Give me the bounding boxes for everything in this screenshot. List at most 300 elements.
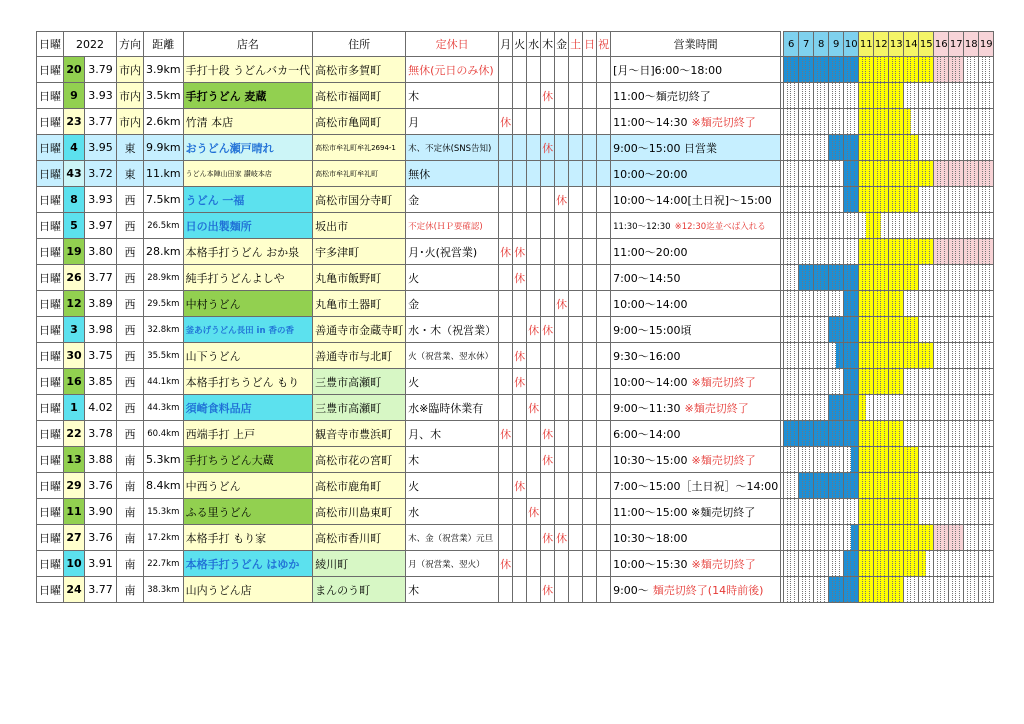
hours-cell xyxy=(611,187,781,213)
direction-cell: 西 xyxy=(117,213,144,239)
time-quarter xyxy=(810,213,814,238)
hour-slot xyxy=(829,577,844,603)
time-quarter xyxy=(960,213,964,238)
time-quarter xyxy=(885,395,889,420)
score-cell: 3.97 xyxy=(85,213,117,239)
time-quarter xyxy=(840,447,844,472)
time-quarter xyxy=(915,109,919,134)
hours-text: 9:00～11:30 xyxy=(613,401,681,415)
hour-slot xyxy=(814,187,829,213)
weekday-wed-cell xyxy=(527,421,541,447)
weekday-sun-cell xyxy=(583,447,597,473)
hour-slot xyxy=(889,499,904,525)
score-cell: 3.85 xyxy=(85,369,117,395)
time-quarter xyxy=(990,447,994,472)
weekday-thu-cell xyxy=(541,343,555,369)
header-shop: 店名 xyxy=(183,32,313,57)
weekday-mon-cell xyxy=(499,369,513,395)
time-quarter xyxy=(885,577,889,602)
hour-slot xyxy=(964,161,979,187)
time-quarter xyxy=(975,83,979,108)
hour-slot xyxy=(919,83,934,109)
holiday-cell: 火 xyxy=(406,473,499,499)
time-quarter xyxy=(945,551,949,576)
hour-slot xyxy=(889,187,904,213)
time-quarter xyxy=(840,265,844,290)
hour-slot xyxy=(784,421,799,447)
score-cell: 3.95 xyxy=(85,135,117,161)
time-quarter xyxy=(885,317,889,342)
closed-mark: 休 xyxy=(528,323,540,337)
day-cell: 日曜 xyxy=(37,213,64,239)
shop-name: 日の出製麺所 xyxy=(183,213,313,239)
time-quarter xyxy=(960,161,964,186)
rank-cell: 12 xyxy=(64,291,85,317)
table-row xyxy=(37,239,994,265)
hours-cell xyxy=(611,265,781,291)
hour-slot xyxy=(934,447,949,473)
time-quarter xyxy=(930,499,934,524)
shop-address: 高松市川島東町 xyxy=(313,499,406,525)
weekday-thu-cell xyxy=(541,187,555,213)
table-row xyxy=(37,109,994,135)
hour-8: 8 xyxy=(814,32,829,57)
direction-cell: 市内 xyxy=(117,83,144,109)
weekday-mon-cell xyxy=(499,83,513,109)
table-row xyxy=(37,577,994,603)
hour-slot xyxy=(829,213,844,239)
time-quarter xyxy=(960,395,964,420)
hour-11: 11 xyxy=(859,32,874,57)
hour-slot xyxy=(874,421,889,447)
score-cell: 3.93 xyxy=(85,187,117,213)
hour-10: 10 xyxy=(844,32,859,57)
hour-slot xyxy=(784,577,799,603)
time-quarter xyxy=(900,291,904,316)
hour-slot xyxy=(979,291,994,317)
hour-slot xyxy=(859,317,874,343)
hour-slot xyxy=(859,135,874,161)
header-weekday-sun: 日 xyxy=(583,32,597,57)
weekday-sun-cell xyxy=(583,525,597,551)
weekday-sat-cell xyxy=(569,369,583,395)
table-row xyxy=(37,525,994,551)
weekday-fri-cell xyxy=(555,499,569,525)
hour-slot xyxy=(889,577,904,603)
time-quarter xyxy=(885,343,889,368)
day-cell: 日曜 xyxy=(37,525,64,551)
hour-slot xyxy=(829,525,844,551)
hour-slot xyxy=(874,395,889,421)
weekday-tue-cell xyxy=(513,421,527,447)
weekday-fri-cell xyxy=(555,343,569,369)
hour-slot xyxy=(949,109,964,135)
hours-text: 10:00～15:30 xyxy=(613,557,688,571)
hour-slot xyxy=(814,447,829,473)
time-quarter xyxy=(990,499,994,524)
shop-address: 丸亀市土器町 xyxy=(313,291,406,317)
hour-slot xyxy=(829,421,844,447)
weekday-sun-cell xyxy=(583,473,597,499)
hour-slot xyxy=(859,239,874,265)
hour-slot xyxy=(844,343,859,369)
time-quarter xyxy=(930,239,934,264)
time-quarter xyxy=(885,161,889,186)
time-quarter xyxy=(810,525,814,550)
time-quarter xyxy=(990,57,994,82)
time-quarter xyxy=(840,317,844,342)
hour-slot xyxy=(859,525,874,551)
distance-cell: 38.3km xyxy=(144,577,184,603)
weekday-fri-cell xyxy=(555,551,569,577)
weekday-fri-cell xyxy=(555,239,569,265)
day-cell: 日曜 xyxy=(37,395,64,421)
distance-cell: 60.4km xyxy=(144,421,184,447)
time-quarter xyxy=(960,265,964,290)
hour-slot xyxy=(979,161,994,187)
weekday-sun-cell xyxy=(583,395,597,421)
score-cell: 3.77 xyxy=(85,109,117,135)
hour-slot xyxy=(844,577,859,603)
time-quarter xyxy=(810,551,814,576)
hour-slot xyxy=(979,577,994,603)
rank-cell: 4 xyxy=(64,135,85,161)
hour-slot xyxy=(979,499,994,525)
hour-slot xyxy=(904,265,919,291)
time-quarter xyxy=(885,291,889,316)
time-quarter xyxy=(945,473,949,498)
distance-cell: 29.5km xyxy=(144,291,184,317)
closed-mark: 休 xyxy=(500,427,512,441)
time-quarter xyxy=(915,239,919,264)
hour-slot xyxy=(799,161,814,187)
score-cell: 3.78 xyxy=(85,421,117,447)
time-quarter xyxy=(825,291,829,316)
hour-slot xyxy=(829,187,844,213)
day-cell: 日曜 xyxy=(37,57,64,83)
hour-slot xyxy=(844,551,859,577)
hour-slot xyxy=(784,187,799,213)
time-quarter xyxy=(870,447,874,472)
weekday-fri-cell xyxy=(555,395,569,421)
time-quarter xyxy=(930,369,934,394)
table-row xyxy=(37,161,994,187)
weekday-tue-cell xyxy=(513,161,527,187)
time-quarter xyxy=(900,109,904,134)
hour-slot xyxy=(799,525,814,551)
hour-slot xyxy=(919,447,934,473)
time-quarter xyxy=(990,135,994,160)
weekday-wed-cell xyxy=(527,317,541,343)
direction-cell: 西 xyxy=(117,187,144,213)
hour-slot xyxy=(784,343,799,369)
hour-slot xyxy=(799,239,814,265)
weekday-sat-cell xyxy=(569,343,583,369)
closed-mark: 休 xyxy=(528,505,540,519)
hour-slot xyxy=(979,135,994,161)
time-quarter xyxy=(870,135,874,160)
direction-cell: 西 xyxy=(117,239,144,265)
time-quarter xyxy=(870,473,874,498)
hour-17: 17 xyxy=(949,32,964,57)
hour-slot xyxy=(844,369,859,395)
hour-slot xyxy=(889,525,904,551)
time-quarter xyxy=(900,161,904,186)
time-quarter xyxy=(960,317,964,342)
weekday-sat-cell xyxy=(569,187,583,213)
time-quarter xyxy=(885,551,889,576)
hour-slot xyxy=(904,499,919,525)
weekday-sun-cell xyxy=(583,577,597,603)
weekday-fri-cell xyxy=(555,83,569,109)
day-cell: 日曜 xyxy=(37,473,64,499)
weekday-tue-cell xyxy=(513,473,527,499)
hour-slot xyxy=(889,239,904,265)
closed-mark: 休 xyxy=(542,323,554,337)
table-row xyxy=(37,499,994,525)
time-quarter xyxy=(960,291,964,316)
hour-slot xyxy=(844,421,859,447)
weekday-tue-cell xyxy=(513,187,527,213)
weekday-sun-cell xyxy=(583,161,597,187)
hour-12: 12 xyxy=(874,32,889,57)
score-cell: 3.75 xyxy=(85,343,117,369)
time-quarter xyxy=(975,239,979,264)
hour-18: 18 xyxy=(964,32,979,57)
day-cell: 日曜 xyxy=(37,343,64,369)
hours-cell xyxy=(611,395,781,421)
time-quarter xyxy=(930,421,934,446)
hour-19: 19 xyxy=(979,32,994,57)
hour-slot xyxy=(859,83,874,109)
time-quarter xyxy=(930,187,934,212)
weekday-hol-cell xyxy=(597,57,611,83)
hour-slot xyxy=(799,291,814,317)
hour-slot xyxy=(829,291,844,317)
holiday-cell: 不定休(ＨＰ要確認) xyxy=(406,213,499,239)
time-quarter xyxy=(825,83,829,108)
time-quarter xyxy=(975,447,979,472)
closed-mark: 休 xyxy=(542,141,554,155)
hour-slot xyxy=(979,369,994,395)
hour-slot xyxy=(889,395,904,421)
holiday-cell: 火 xyxy=(406,369,499,395)
distance-cell: 3.5km xyxy=(144,83,184,109)
weekday-sun-cell xyxy=(583,83,597,109)
time-quarter xyxy=(915,369,919,394)
hour-slot xyxy=(814,499,829,525)
shop-name: 須崎食料品店 xyxy=(183,395,313,421)
time-quarter xyxy=(900,499,904,524)
time-quarter xyxy=(930,525,934,550)
hours-cell xyxy=(611,577,781,603)
rank-cell: 9 xyxy=(64,83,85,109)
time-quarter xyxy=(915,473,919,498)
time-quarter xyxy=(825,499,829,524)
day-cell: 日曜 xyxy=(37,83,64,109)
hour-slot xyxy=(964,135,979,161)
rank-cell: 13 xyxy=(64,447,85,473)
hours-cell xyxy=(611,499,781,525)
closed-mark: 休 xyxy=(500,115,512,129)
hour-slot xyxy=(799,499,814,525)
hour-slot xyxy=(844,135,859,161)
time-quarter xyxy=(825,447,829,472)
day-cell: 日曜 xyxy=(37,135,64,161)
day-cell: 日曜 xyxy=(37,551,64,577)
hour-slot xyxy=(814,57,829,83)
weekday-mon-cell xyxy=(499,421,513,447)
header-weekday-tue: 火 xyxy=(513,32,527,57)
holiday-cell: 木、金（祝営業）元旦 xyxy=(406,525,499,551)
holiday-cell: 火（祝営業、翌水休） xyxy=(406,343,499,369)
hours-text: 9:00～15:00 日営業 xyxy=(613,141,717,155)
weekday-hol-cell xyxy=(597,473,611,499)
shop-address: 丸亀市飯野町 xyxy=(313,265,406,291)
time-quarter xyxy=(885,57,889,82)
score-cell: 4.02 xyxy=(85,395,117,421)
weekday-sat-cell xyxy=(569,213,583,239)
weekday-thu-cell xyxy=(541,57,555,83)
time-quarter xyxy=(825,265,829,290)
direction-cell: 南 xyxy=(117,525,144,551)
weekday-mon-cell xyxy=(499,239,513,265)
time-quarter xyxy=(900,239,904,264)
holiday-cell: 無休(元日のみ休) xyxy=(406,57,499,83)
closed-mark: 休 xyxy=(542,453,554,467)
hours-cell xyxy=(611,83,781,109)
weekday-fri-cell xyxy=(555,447,569,473)
weekday-sat-cell xyxy=(569,57,583,83)
time-quarter xyxy=(885,239,889,264)
hour-slot xyxy=(829,343,844,369)
time-quarter xyxy=(870,161,874,186)
hour-slot xyxy=(814,343,829,369)
closed-mark: 休 xyxy=(542,583,554,597)
time-quarter xyxy=(930,109,934,134)
hours-cell xyxy=(611,239,781,265)
score-cell: 3.76 xyxy=(85,525,117,551)
time-quarter xyxy=(840,187,844,212)
weekday-wed-cell xyxy=(527,395,541,421)
hour-slot xyxy=(934,421,949,447)
hour-slot xyxy=(979,421,994,447)
weekday-wed-cell xyxy=(527,135,541,161)
hour-slot xyxy=(904,473,919,499)
shop-address: 高松市牟礼町牟礼町 xyxy=(313,161,406,187)
weekday-mon-cell xyxy=(499,395,513,421)
hour-slot xyxy=(844,161,859,187)
hour-slot xyxy=(814,317,829,343)
hour-slot xyxy=(979,317,994,343)
time-quarter xyxy=(810,109,814,134)
distance-cell: 11.km xyxy=(144,161,184,187)
hour-slot xyxy=(964,343,979,369)
hour-slot xyxy=(949,473,964,499)
rank-cell: 3 xyxy=(64,317,85,343)
time-quarter xyxy=(945,161,949,186)
time-quarter xyxy=(795,447,799,472)
time-quarter xyxy=(975,57,979,82)
hours-text: 10:00～14:00 xyxy=(613,375,688,389)
weekday-hol-cell xyxy=(597,499,611,525)
time-quarter xyxy=(810,447,814,472)
time-quarter xyxy=(795,161,799,186)
hour-slot xyxy=(874,239,889,265)
hours-text: 11:00～麺売切終了 xyxy=(613,89,711,103)
hour-slot xyxy=(949,83,964,109)
hour-slot xyxy=(934,551,949,577)
weekday-hol-cell xyxy=(597,395,611,421)
day-cell: 日曜 xyxy=(37,109,64,135)
time-quarter xyxy=(855,83,859,108)
score-cell: 3.93 xyxy=(85,83,117,109)
time-quarter xyxy=(900,213,904,238)
weekday-thu-cell xyxy=(541,577,555,603)
weekday-wed-cell xyxy=(527,499,541,525)
time-quarter xyxy=(855,395,859,420)
hour-slot xyxy=(904,57,919,83)
weekday-sun-cell xyxy=(583,317,597,343)
weekday-mon-cell xyxy=(499,499,513,525)
hour-slot xyxy=(814,369,829,395)
weekday-sat-cell xyxy=(569,395,583,421)
shop-address: 高松市福岡町 xyxy=(313,83,406,109)
weekday-hol-cell xyxy=(597,369,611,395)
hour-slot xyxy=(949,135,964,161)
time-quarter xyxy=(870,499,874,524)
closed-mark: 休 xyxy=(556,193,568,207)
hours-text: 7:00～14:50 xyxy=(613,271,681,285)
hour-slot xyxy=(889,369,904,395)
hour-slot xyxy=(829,369,844,395)
time-quarter xyxy=(795,265,799,290)
time-quarter xyxy=(795,291,799,316)
time-quarter xyxy=(855,551,859,576)
rank-cell: 27 xyxy=(64,525,85,551)
time-quarter xyxy=(960,473,964,498)
time-quarter xyxy=(825,135,829,160)
time-quarter xyxy=(975,577,979,602)
time-quarter xyxy=(915,187,919,212)
weekday-hol-cell xyxy=(597,83,611,109)
time-quarter xyxy=(840,135,844,160)
direction-cell: 西 xyxy=(117,395,144,421)
time-quarter xyxy=(795,551,799,576)
time-quarter xyxy=(915,551,919,576)
weekday-fri-cell xyxy=(555,135,569,161)
direction-cell: 市内 xyxy=(117,57,144,83)
time-quarter xyxy=(810,499,814,524)
score-cell: 3.72 xyxy=(85,161,117,187)
rank-cell: 29 xyxy=(64,473,85,499)
weekday-wed-cell xyxy=(527,109,541,135)
hour-slot xyxy=(829,57,844,83)
hour-slot xyxy=(979,551,994,577)
shop-name: うどん 一福 xyxy=(183,187,313,213)
time-quarter xyxy=(930,447,934,472)
hour-slot xyxy=(784,525,799,551)
hour-slot xyxy=(889,291,904,317)
hour-slot xyxy=(934,343,949,369)
hour-slot xyxy=(799,551,814,577)
hour-slot xyxy=(919,395,934,421)
hour-slot xyxy=(934,525,949,551)
hours-note: ※麺売切終了 xyxy=(691,557,756,571)
time-quarter xyxy=(900,369,904,394)
weekday-fri-cell xyxy=(555,291,569,317)
hour-slot xyxy=(949,577,964,603)
